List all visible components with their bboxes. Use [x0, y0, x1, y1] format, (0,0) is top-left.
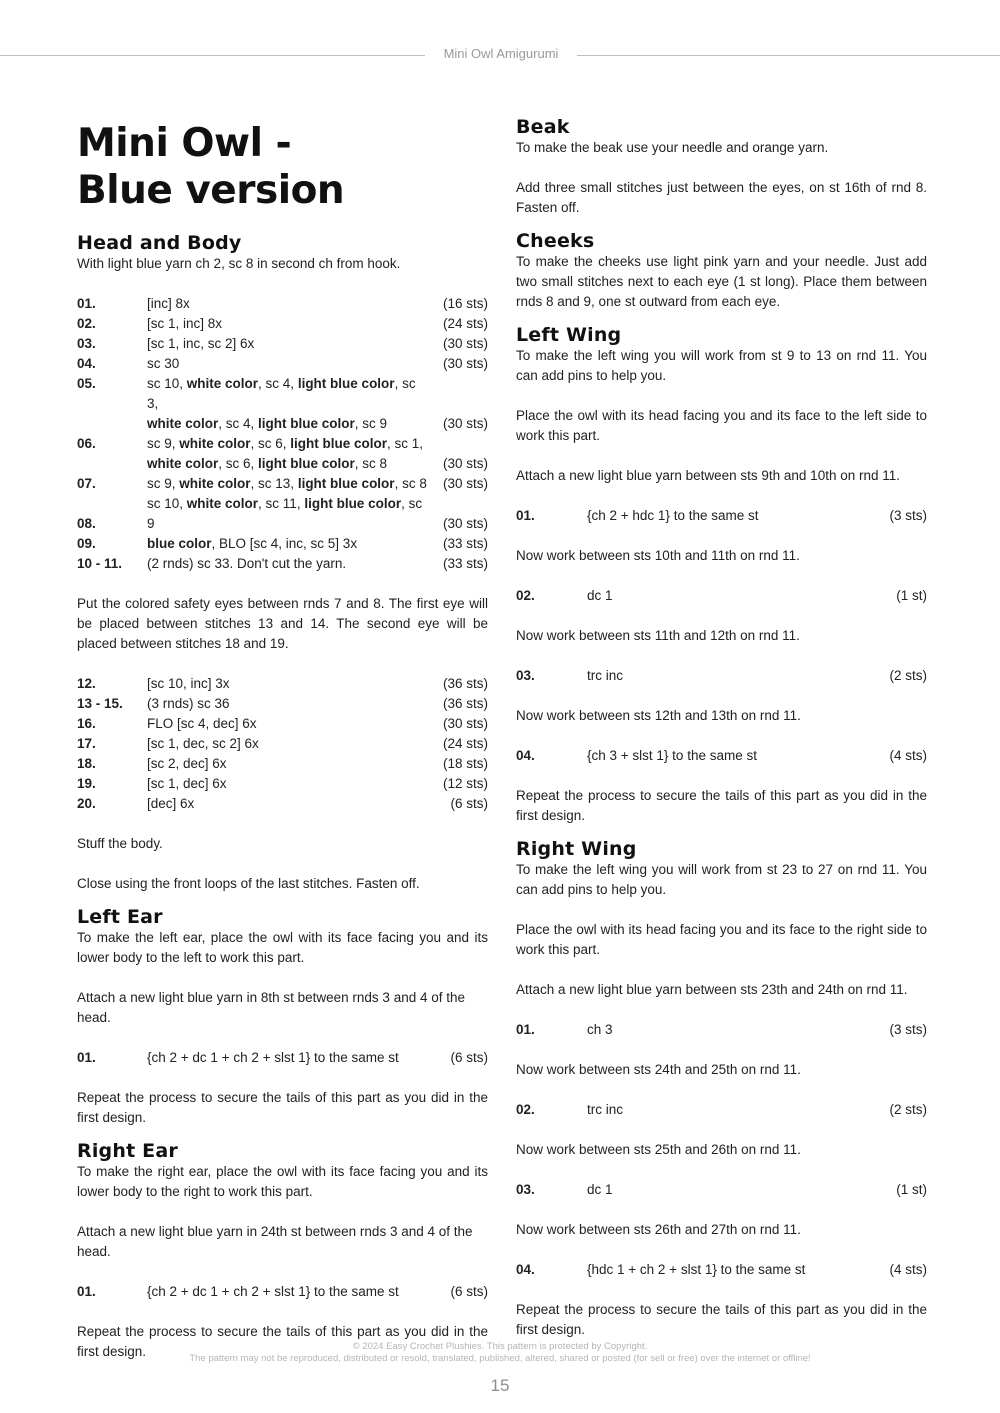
round-instruction: [sc 1, inc, sc 2] 6x	[147, 336, 255, 351]
round-count: (3 sts)	[889, 1022, 927, 1037]
round-instruction: blue color, BLO [sc 4, inc, sc 5] 3x	[147, 536, 358, 551]
round-row	[77, 494, 488, 534]
round-instruction: trc inc	[587, 1102, 624, 1117]
left-wing-position: Place the owl with its head facing you and its face to the left side to work this part.	[516, 408, 927, 443]
round-count: (6 sts)	[450, 796, 488, 811]
round-row	[77, 1282, 488, 1302]
round-number: 01.	[516, 508, 535, 523]
right-wing-position: Place the owl with its head facing you and its face to the right side to work this part.	[516, 922, 927, 957]
round-number: 04.	[77, 356, 96, 371]
page-number: 15	[490, 1376, 510, 1395]
round-row	[77, 694, 488, 714]
round-instruction: [sc 1, dec, sc 2] 6x	[147, 736, 259, 751]
round-count: (6 sts)	[450, 1050, 488, 1065]
round-row	[77, 774, 488, 794]
round-number: 03.	[77, 336, 96, 351]
left-ear-attach: Attach a new light blue yarn in 8th st between rnds 3 and 4 of the head.	[77, 990, 465, 1025]
round-row	[516, 1020, 927, 1040]
header-rule-right	[577, 55, 1000, 56]
section-title-left-wing: Left Wing	[516, 324, 622, 346]
round-row	[77, 554, 488, 574]
round-row	[77, 374, 488, 434]
round-number: 10 - 11.	[77, 556, 123, 571]
round-number: 04.	[516, 1262, 535, 1277]
round-number: 16.	[77, 716, 96, 731]
right-ear-repeat: Repeat the process to secure the tails of this part as you did in the first design.	[77, 1324, 488, 1359]
round-count: (4 sts)	[889, 748, 927, 763]
section-title-right-ear: Right Ear	[77, 1140, 178, 1162]
round-instruction: [sc 2, dec] 6x	[147, 756, 227, 771]
right-wing-intro: To make the left wing you will work from st 23 to 27 on rnd 11. You can add pins to help you.	[516, 862, 927, 897]
stuff-note: Stuff the body.	[77, 836, 163, 851]
left-ear-intro: To make the left ear, place the owl with its face facing you and its lower body to the left to work this part.	[77, 930, 488, 965]
round-instruction: {ch 3 + slst 1} to the same st	[587, 748, 757, 763]
round-instruction: trc inc	[587, 668, 624, 683]
round-count: (30 sts)	[442, 476, 488, 491]
round-instruction: dc 1	[587, 588, 613, 603]
left-wing-attach: Attach a new light blue yarn between sts 9th and 10th on rnd 11.	[516, 468, 901, 483]
round-number: 02.	[77, 316, 96, 331]
round-count: (1 st)	[896, 1182, 927, 1197]
left-column	[77, 112, 488, 1362]
round-count: (33 sts)	[442, 556, 488, 571]
round-row	[516, 1180, 927, 1200]
round-count: (2 sts)	[889, 668, 927, 683]
beak-intro: To make the beak use your needle and orange yarn.	[516, 140, 829, 155]
round-number: 09.	[77, 536, 96, 551]
license-line: The pattern may not be reproduced, distributed or resold, translated, published, altered, shared or posted (for sell or free) over the internet or offline!	[189, 1353, 811, 1364]
round-count: (30 sts)	[442, 336, 488, 351]
round-number: 03.	[516, 1182, 535, 1197]
round-number: 07.	[77, 476, 96, 491]
round-row	[77, 1048, 488, 1068]
round-row	[77, 734, 488, 754]
right-wing-note-2: Now work between sts 25th and 26th on rnd 11.	[516, 1142, 801, 1157]
round-row	[516, 746, 927, 766]
round-instruction: [sc 10, inc] 3x	[147, 676, 230, 691]
round-number: 12.	[77, 676, 96, 691]
right-wing-note-3: Now work between sts 26th and 27th on rnd 11.	[516, 1222, 801, 1237]
round-number: 01.	[77, 296, 96, 311]
round-number: 02.	[516, 1102, 535, 1117]
round-instruction: sc 9, white color, sc 13, light blue color, sc 8	[147, 476, 427, 491]
left-wing-note-3: Now work between sts 12th and 13th on rnd 11.	[516, 708, 801, 723]
page-header	[0, 44, 1000, 68]
left-wing-note-2: Now work between sts 11th and 12th on rnd 11.	[516, 628, 800, 643]
round-instruction: [inc] 8x	[147, 296, 190, 311]
round-number: 08.	[77, 516, 96, 531]
round-row	[77, 314, 488, 334]
round-instruction: sc 30	[147, 356, 180, 371]
round-number: 01.	[77, 1050, 96, 1065]
round-count: (2 sts)	[889, 1102, 927, 1117]
right-wing-attach: Attach a new light blue yarn between sts 23th and 24th on rnd 11.	[516, 982, 908, 997]
round-count: (30 sts)	[442, 356, 488, 371]
section-title-beak: Beak	[516, 116, 570, 138]
round-number: 17.	[77, 736, 96, 751]
round-count: (24 sts)	[442, 736, 488, 751]
round-instruction: (3 rnds) sc 36	[147, 696, 230, 711]
round-count: (30 sts)	[442, 416, 488, 431]
round-count: (16 sts)	[442, 296, 488, 311]
right-wing-repeat: Repeat the process to secure the tails of this part as you did in the first design.	[516, 1302, 927, 1337]
round-count: (3 sts)	[889, 508, 927, 523]
round-number: 06.	[77, 436, 96, 451]
section-title-cheeks: Cheeks	[516, 230, 595, 252]
round-instruction: FLO [sc 4, dec] 6x	[147, 716, 257, 731]
left-wing-note-1: Now work between sts 10th and 11th on rnd 11.	[516, 548, 800, 563]
round-number: 02.	[516, 588, 535, 603]
round-instruction: [sc 1, inc] 8x	[147, 316, 223, 331]
round-row	[77, 754, 488, 774]
round-instruction: sc 10, white color, sc 4, light blue color, sc 3, white color, sc 4, light blue color, sc 9	[147, 376, 416, 431]
cheeks-instructions: To make the cheeks use light pink yarn and your needle. Just add two small stitches next to each eye (1 st long). Place them between rnds 8 and 9, one st outward from each eye.	[516, 254, 927, 309]
round-number: 01.	[516, 1022, 535, 1037]
round-count: (6 sts)	[450, 1284, 488, 1299]
round-count: (30 sts)	[442, 716, 488, 731]
round-instruction: [dec] 6x	[147, 796, 195, 811]
round-number: 18.	[77, 756, 96, 771]
round-instruction: {ch 2 + dc 1 + ch 2 + slst 1} to the same st	[147, 1050, 399, 1065]
round-count: (36 sts)	[442, 696, 488, 711]
round-instruction: {ch 2 + dc 1 + ch 2 + slst 1} to the same st	[147, 1284, 399, 1299]
round-row	[77, 714, 488, 734]
eyes-note: Put the colored safety eyes between rnds 7 and 8. The first eye will be placed between stitches 13 and 14. The second eye will be placed between stitches 18 and 19.	[77, 596, 488, 651]
round-instruction: (2 rnds) sc 33. Don't cut the yarn.	[147, 556, 347, 571]
round-number: 01.	[77, 1284, 96, 1299]
round-row	[77, 474, 488, 494]
round-count: (1 st)	[896, 588, 927, 603]
head-body-intro: With light blue yarn ch 2, sc 8 in second ch from hook.	[77, 256, 401, 271]
close-note: Close using the front loops of the last stitches. Fasten off.	[77, 876, 420, 891]
round-count: (12 sts)	[442, 776, 488, 791]
round-row	[77, 434, 488, 474]
round-count: (30 sts)	[442, 456, 488, 471]
round-instruction: sc 10, white color, sc 11, light blue color, sc 9	[147, 496, 423, 531]
round-row	[516, 1100, 927, 1120]
round-row	[77, 534, 488, 554]
round-row	[77, 334, 488, 354]
round-row	[77, 674, 488, 694]
page-title-line-1: Mini Owl -	[77, 121, 292, 166]
round-row	[516, 586, 927, 606]
round-count: (30 sts)	[442, 516, 488, 531]
round-row	[516, 666, 927, 686]
round-number: 03.	[516, 668, 535, 683]
round-number: 05.	[77, 376, 96, 391]
round-number: 19.	[77, 776, 96, 791]
round-number: 20.	[77, 796, 96, 811]
round-count: (4 sts)	[889, 1262, 927, 1277]
section-title-head-body: Head and Body	[77, 232, 242, 254]
left-ear-repeat: Repeat the process to secure the tails of this part as you did in the first design.	[77, 1090, 488, 1125]
right-column	[516, 116, 927, 1340]
page-title	[77, 120, 488, 214]
round-instruction: {hdc 1 + ch 2 + slst 1} to the same st	[587, 1262, 806, 1277]
section-title-right-wing: Right Wing	[516, 838, 637, 860]
round-row	[516, 1260, 927, 1280]
round-count: (36 sts)	[442, 676, 488, 691]
header-title: Mini Owl Amigurumi	[443, 46, 559, 61]
round-number: 04.	[516, 748, 535, 763]
round-instruction: ch 3	[587, 1022, 613, 1037]
round-instruction: sc 9, white color, sc 6, light blue color, sc 1, white color, sc 6, light blue color, sc 8	[147, 436, 424, 471]
round-instruction: {ch 2 + hdc 1} to the same st	[587, 508, 759, 523]
round-count: (33 sts)	[442, 536, 488, 551]
section-title-left-ear: Left Ear	[77, 906, 163, 928]
right-ear-attach: Attach a new light blue yarn in 24th st between rnds 3 and 4 of the head.	[77, 1224, 473, 1259]
header-rule-left	[0, 55, 425, 56]
round-row	[516, 506, 927, 526]
round-row	[77, 794, 488, 814]
right-ear-intro: To make the right ear, place the owl with its face facing you and its lower body to the right to work this part.	[77, 1164, 488, 1199]
round-count: (24 sts)	[442, 316, 488, 331]
round-row	[77, 354, 488, 374]
round-count: (18 sts)	[442, 756, 488, 771]
left-wing-intro: To make the left wing you will work from st 9 to 13 on rnd 11. You can add pins to help you.	[516, 348, 927, 383]
round-instruction: dc 1	[587, 1182, 613, 1197]
page-title-line-2: Blue version	[77, 168, 345, 213]
round-instruction: [sc 1, dec] 6x	[147, 776, 227, 791]
left-wing-repeat: Repeat the process to secure the tails of this part as you did in the first design.	[516, 788, 927, 823]
round-row	[77, 294, 488, 314]
beak-instructions: Add three small stitches just between the eyes, on st 16th of rnd 8. Fasten off.	[516, 180, 927, 215]
copyright-line: © 2024 Easy Crochet Plushies. This pattern is protected by Copyright.	[352, 1341, 648, 1352]
round-number: 13 - 15.	[77, 696, 123, 711]
copyright-footer	[0, 1341, 1000, 1365]
right-wing-note-1: Now work between sts 24th and 25th on rnd 11.	[516, 1062, 801, 1077]
